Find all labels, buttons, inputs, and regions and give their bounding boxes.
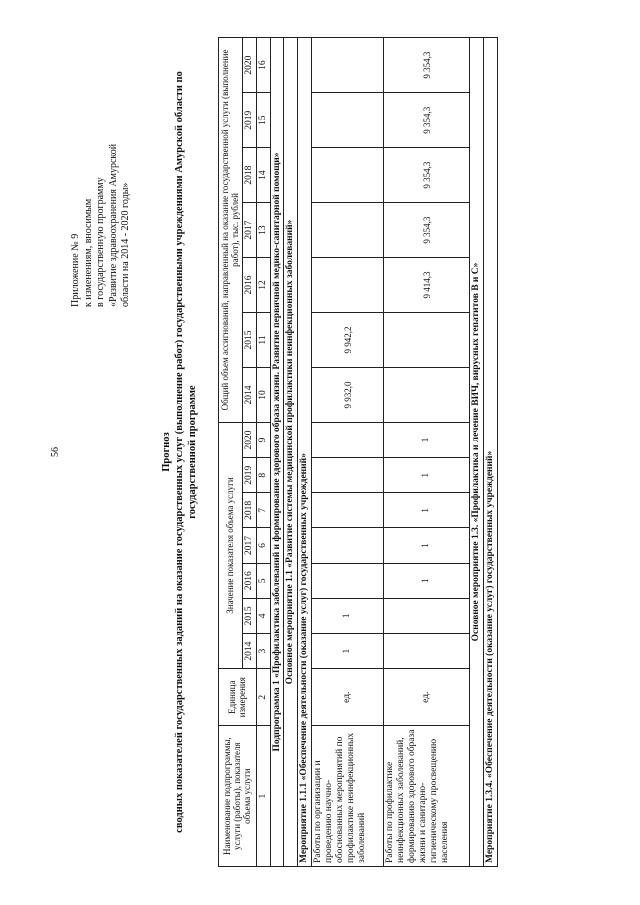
value-cell — [312, 563, 384, 598]
appendix-line: Приложение № 9 — [70, 233, 81, 307]
finance-cell: 9 354,3 — [384, 148, 470, 203]
header-indicator-group: Значение показателя объема услуги — [219, 422, 243, 668]
appendix-line: «Развитие здравоохранения Амурской — [107, 143, 119, 307]
table-header-row — [219, 38, 243, 867]
main-measure-title: Основное мероприятие 1.3. «Профилактика и лечение ВИЧ, вирусных гепатитов B и C» — [470, 38, 484, 867]
column-number: 13 — [256, 203, 270, 258]
finance-cell: 9 354,3 — [384, 203, 470, 258]
column-number: 10 — [256, 367, 270, 422]
year-cell: 2019 — [242, 458, 256, 493]
value-cell — [312, 422, 384, 457]
row-name: Работы по организации и проведению научно-обоснованных мероприятий по профилактике неинфекционных заболеваний — [312, 726, 384, 867]
document-title — [160, 47, 199, 857]
year-cell: 2017 — [242, 203, 256, 258]
title-line: государственной программе — [187, 385, 199, 519]
finance-cell — [312, 148, 384, 203]
column-number-row — [256, 38, 270, 867]
finance-cell: 9 414,3 — [384, 258, 470, 313]
title-heading: Прогноз — [161, 432, 172, 472]
year-cell: 2018 — [242, 493, 256, 528]
year-cell: 2015 — [242, 313, 256, 368]
year-cell: 2015 — [242, 598, 256, 633]
finance-cell: 9 932,0 — [312, 367, 384, 422]
measure-title: Мероприятие 1.3.4. «Обеспечение деятельности (оказание услуг) государственных учреждений» — [484, 38, 498, 867]
year-cell: 2019 — [242, 93, 256, 148]
column-number: 2 — [256, 669, 270, 726]
finance-cell: 9 354,3 — [384, 38, 470, 93]
year-cell: 2020 — [242, 422, 256, 457]
finance-cell — [384, 367, 470, 422]
column-number: 6 — [256, 528, 270, 563]
value-cell: 1 — [384, 458, 470, 493]
finance-cell — [312, 93, 384, 148]
section-row — [470, 38, 484, 867]
rotated-sheet — [40, 17, 600, 887]
finance-cell — [312, 38, 384, 93]
value-cell: 1 — [384, 563, 470, 598]
column-number: 12 — [256, 258, 270, 313]
year-cell: 2016 — [242, 563, 256, 598]
column-number: 3 — [256, 633, 270, 668]
column-number: 14 — [256, 148, 270, 203]
appendix-line: области на 2014 - 2020 годы» — [120, 182, 131, 307]
page-number: 56 — [50, 447, 61, 457]
year-cell: 2020 — [242, 38, 256, 93]
measure-title: Мероприятие 1.1.1 «Обеспечение деятельности (оказание услуг) государственных учреждений» — [298, 38, 312, 867]
column-number: 1 — [256, 726, 270, 867]
value-cell — [312, 458, 384, 493]
forecast-table — [218, 37, 498, 867]
year-cell: 2014 — [242, 633, 256, 668]
subprogram-title: Подпрограмма 1 «Профилактика заболеваний и формирование здорового образа жизни. Развитие первичной медико-санитарной помощи» — [270, 38, 284, 867]
value-cell — [384, 633, 470, 668]
value-cell — [312, 528, 384, 563]
column-number: 15 — [256, 93, 270, 148]
title-line: сводных показателей государственных заданий на оказание государственных услуг (выполнение работ) государственными учреждениями Амурской области по — [174, 71, 186, 833]
appendix-note — [70, 57, 133, 307]
finance-cell: 9 354,3 — [384, 93, 470, 148]
table-row — [384, 38, 470, 867]
column-number: 11 — [256, 313, 270, 368]
row-name: Работы по профилактике неинфекционных заболеваний, формированию здорового образа жизни и санитарно-гигиеническому просвещению населения — [384, 726, 470, 867]
value-cell: 1 — [312, 633, 384, 668]
value-cell: 1 — [384, 422, 470, 457]
section-row — [484, 38, 498, 867]
table-row — [312, 38, 384, 867]
section-row — [284, 38, 298, 867]
year-cell: 2016 — [242, 258, 256, 313]
value-cell — [312, 493, 384, 528]
finance-cell: 9 942,2 — [312, 313, 384, 368]
section-row — [270, 38, 284, 867]
header-finance-group: Общий объем ассигнований, направленный на оказание государственной услуги (выполнение работ), тыс. рублей — [219, 38, 243, 423]
column-number: 16 — [256, 38, 270, 93]
appendix-line: в государственную программу — [95, 177, 106, 307]
section-row — [298, 38, 312, 867]
value-cell: 1 — [384, 528, 470, 563]
column-number: 7 — [256, 493, 270, 528]
finance-cell — [312, 258, 384, 313]
main-measure-title: Основное мероприятие 1.1 «Развитие системы медицинской профилактики неинфекционных заболеваний» — [284, 38, 298, 867]
value-cell: 1 — [312, 598, 384, 633]
finance-cell — [312, 203, 384, 258]
column-number: 4 — [256, 598, 270, 633]
year-cell: 2017 — [242, 528, 256, 563]
header-unit: Единица измерения — [219, 669, 257, 726]
row-unit: ед. — [384, 669, 470, 726]
column-number: 9 — [256, 422, 270, 457]
column-number: 8 — [256, 458, 270, 493]
finance-cell — [384, 313, 470, 368]
header-name: Наименование подпрограммы, услуги (работы), показателя объема услуги — [219, 726, 257, 867]
year-cell: 2018 — [242, 148, 256, 203]
value-cell — [384, 598, 470, 633]
year-cell: 2014 — [242, 367, 256, 422]
column-number: 5 — [256, 563, 270, 598]
value-cell: 1 — [384, 493, 470, 528]
row-unit: ед. — [312, 669, 384, 726]
appendix-line: к изменениям, вносимым — [82, 198, 94, 307]
